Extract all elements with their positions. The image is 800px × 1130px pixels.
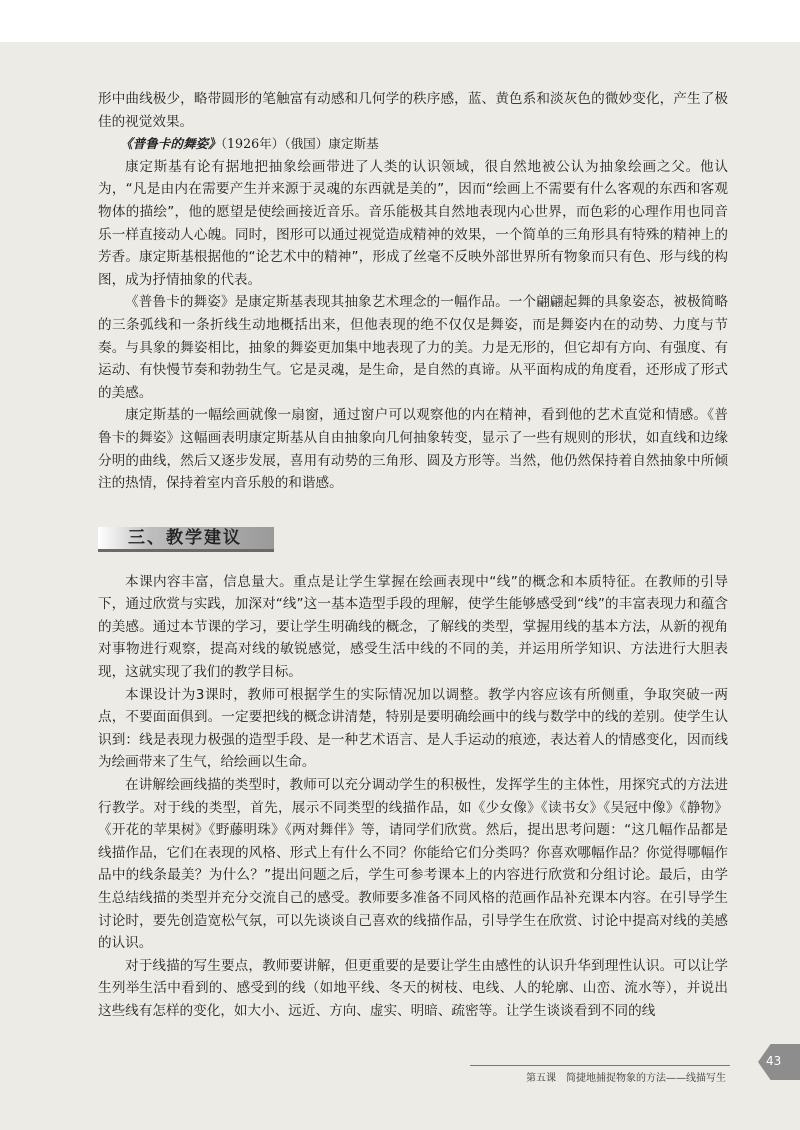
paragraph: 在讲解绘画线描的类型时，教师可以充分调动学生的积极性，发挥学生的主体性，用探究式的方法进行教学。对于线的类型，首先，展示不同类型的线描作品，如《少女像》《读书女》《吴冠中像》《静物》《开花的苹果树》《野藤明珠》《两对舞伴》等，请同学们欣赏。然后，提出思考问题：“这几幅作品都是线描作品，它们在表现的风格、形式上有什么不同？你能给它们分类吗？你喜欢哪幅作品？你觉得哪幅作品中的线条最美？为什么？”提出问题之后，学生可参考课本上的内容进行欣赏和分组讨论。最后，由学生总结线描的类型并充分交流自己的感受。教师要多准备不同风格的范画作品补充课本内容。在引导学生讨论时，要先创造宽松气氛，可以先谈谈自己喜欢的线描作品，引导学生在欣赏、讨论中提高对线的美感的认识。 — [98, 777, 728, 952]
paragraph: 形中曲线极少，略带圆形的笔触富有动感和几何学的秩序感，蓝、黄色系和淡灰色的微妙变化，产生了极佳的视觉效果。 — [98, 91, 728, 130]
paragraph: 康定斯基有论有据地把抽象绘画带进了人类的认识领域，很自然地被公认为抽象绘画之父。他认为，“凡是由内在需要产生并来源于灵魂的东西就是美的”，因而“绘画上不需要有什么客观的东西和客观物体的描绘”，他的愿望是使绘画接近音乐。音乐能极其自然地表现内心世界，而色彩的心理作用也同音乐一样直接动人心魄。同时，图形可以通过视觉造成精神的效果，一个简单的三角形具有特殊的精神上的芳香。康定斯基根据他的“论艺术中的精神”，形成了丝毫不反映外部世界所有物象而只有色、形与线的构图，成为抒情抽象的代表。 — [98, 158, 728, 288]
paragraph: 本课内容丰富，信息量大。重点是让学生掌握在绘画表现中“线”的概念和本质特征。在教师的引导下，通过欣赏与实践，加深对“线”这一基本造型手段的理解，使学生能够感受到“线”的丰富表现力和蕴含的美感。通过本节课的学习，要让学生明确线的概念，了解线的类型，掌握用线的基本方法，从新的视角对事物进行观察，提高对线的敏锐感觉，感受生活中线的不同的美，并运用所学知识、方法进行大胆表现，这就实现了我们的教学目标。 — [98, 573, 728, 681]
footer-lesson-title: 第五课 简捷地捕捉物象的方法——线描写生 — [526, 1073, 726, 1084]
paragraph: 康定斯基的一幅绘画就像一扇窗，通过窗户可以观察他的内在精神，看到他的艺术直觉和情感。《普鲁卡的舞姿》这幅画表明康定斯基从自由抽象向几何抽象转变，显示了一些有规则的形状，如直线和边缘分明的曲线，然后又逐步发展，喜用有动势的三角形、圆及方形等。当然，他仍然保持着自然抽象中所倾注的热情，保持着室内音乐般的和谐感。 — [98, 407, 728, 492]
paragraph: 本课设计为3课时，教师可根据学生的实际情况加以调整。教学内容应该有所侧重，争取突破一两点，不要面面俱到。一定要把线的概念讲清楚，特别是要明确绘画中的线与数学中的线的差别。使学生认识到：线是表现力极强的造型手段、是一种艺术语言、是人手运动的痕迹，表达着人的情感变化，因而线为绘画带来了生气，给绘画以生命。 — [98, 686, 728, 771]
page-number: 43 — [766, 1054, 782, 1068]
document-body — [98, 88, 728, 1023]
artwork-caption — [98, 133, 728, 156]
artwork-title: 《普鲁卡的舞姿》 — [120, 136, 221, 152]
page-footer — [470, 1065, 730, 1084]
section-heading — [98, 525, 728, 553]
artwork-details: （1926年）（俄国）康定斯基 — [220, 136, 379, 152]
section-title: 三、教学建议 — [128, 527, 242, 548]
paragraph: 对于线描的写生要点，教师要讲解，但更重要的是要让学生由感性的认识升华到理性认识。可以让学生列举生活中看到的、感受到的线（如地平线、冬天的树枝、电线、人的轮廓、山峦、流水等），并说出这些线有怎样的变化，如大小、远近、方向、虚实、明暗、疏密等。让学生谈谈看到不同的线 — [98, 957, 728, 1019]
paragraph: 《普鲁卡的舞姿》是康定斯基表现其抽象艺术理念的一幅作品。一个翩翩起舞的具象姿态，被极简略的三条弧线和一条折线生动地概括出来，但他表现的绝不仅仅是舞姿，而是舞姿内在的动势、力度与节奏。与具象的舞姿相比，抽象的舞姿更加集中地表现了力的美。力是无形的，但它却有方向、有强度、有运动、有快慢节奏和勃勃生气。它是灵魂，是生命，是自然的真谛。从平面构成的角度看，还形成了形式的美感。 — [98, 294, 728, 401]
